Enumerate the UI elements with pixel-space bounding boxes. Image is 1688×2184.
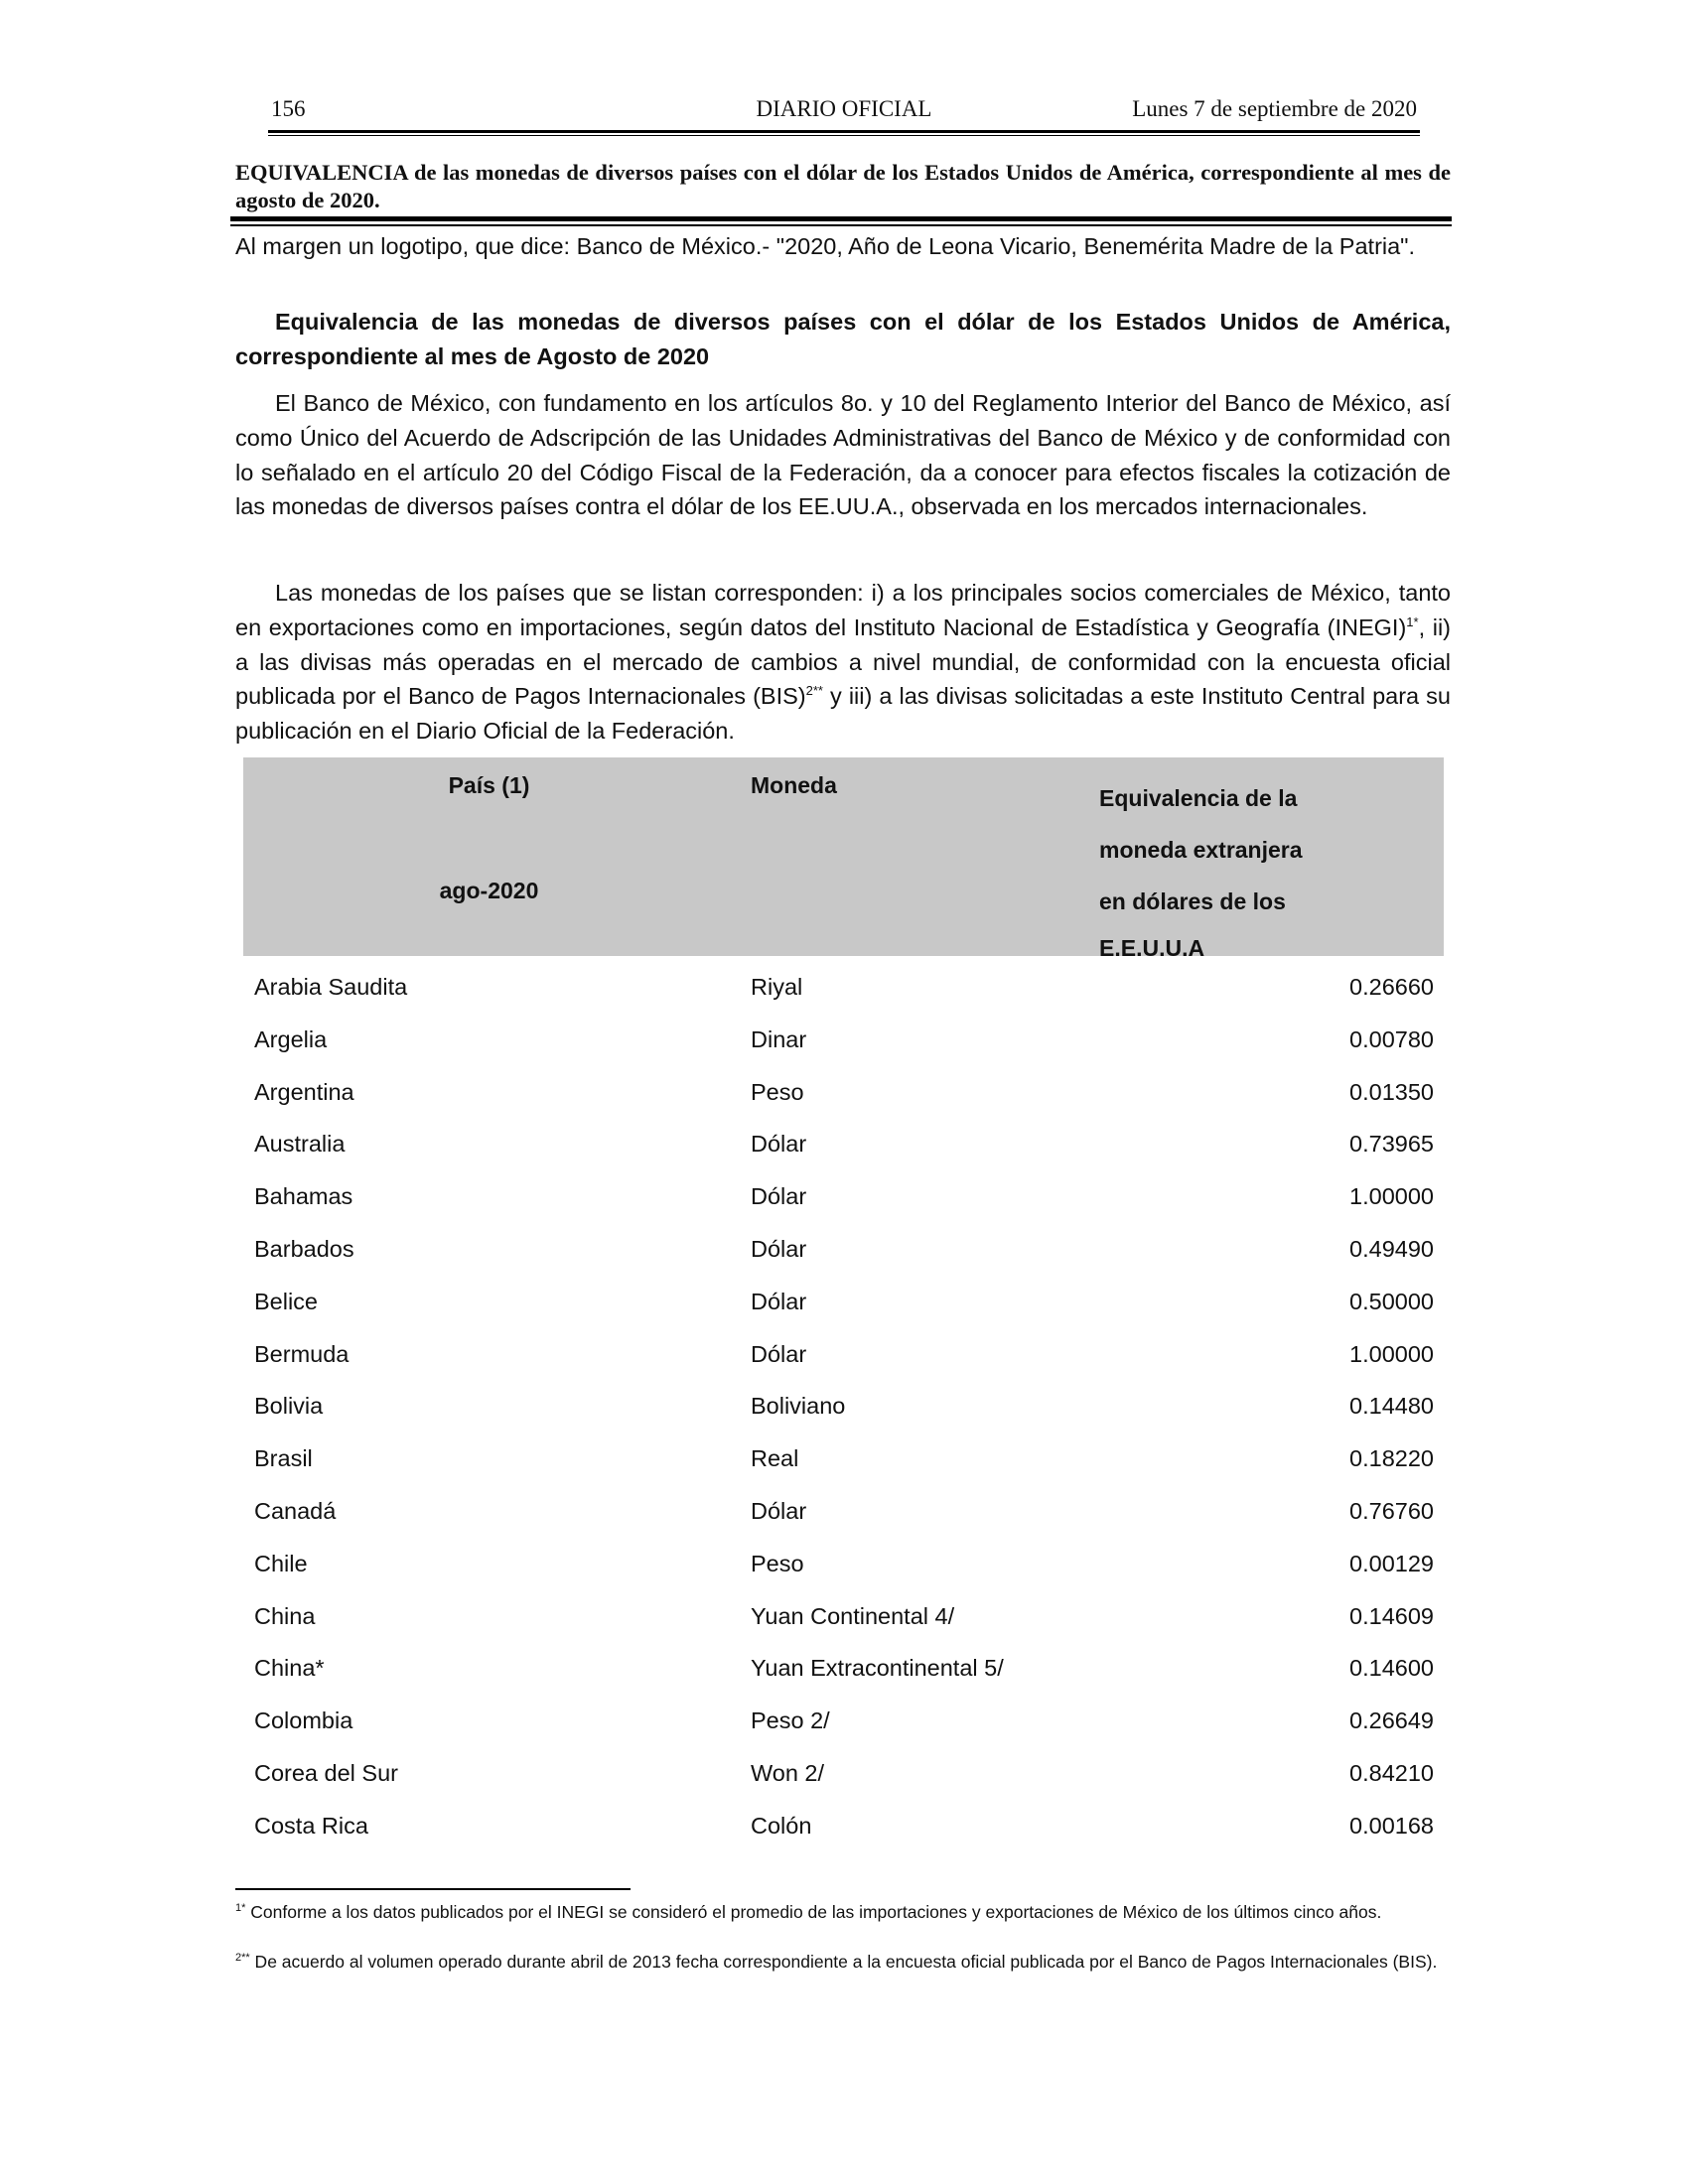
currency-cell: Boliviano (751, 1393, 846, 1420)
table-row (243, 1750, 1444, 1803)
table-row (243, 1226, 1444, 1279)
currency-cell: Yuan Extracontinental 5/ (751, 1655, 1004, 1682)
table-row (243, 1173, 1444, 1226)
currency-cell: Won 2/ (751, 1759, 825, 1786)
currency-cell: Riyal (751, 974, 803, 1000)
currency-cell: Peso (751, 1550, 804, 1576)
equivalence-value-cell: 0.18220 (1349, 1445, 1434, 1472)
country-cell: Bolivia (254, 1393, 324, 1420)
title-rule (230, 216, 1452, 221)
equivalence-value-cell: 0.14609 (1349, 1602, 1434, 1629)
paragraph-text: y iii) a las divisas solicitadas a este Instituto Central para su publicación en el Diario Oficial de la Federación. (235, 683, 1451, 745)
country-cell: Australia (254, 1131, 346, 1158)
country-cell: Costa Rica (254, 1812, 368, 1839)
currency-cell: Dólar (751, 1235, 807, 1262)
table-body (243, 964, 1444, 1855)
country-cell: Argelia (254, 1025, 328, 1052)
currency-cell: Dinar (751, 1025, 807, 1052)
margin-note: Al margen un logotipo, que dice: Banco de México.- "2020, Año de Leona Vicario, Benemérita Madre de la Patria". (235, 233, 1416, 259)
table-row (243, 1698, 1444, 1750)
table-row (243, 1331, 1444, 1384)
country-cell: Belice (254, 1288, 319, 1314)
equivalence-value-cell: 0.14480 (1349, 1393, 1434, 1420)
equivalence-value-cell: 0.14600 (1349, 1655, 1434, 1682)
footnote-marker: 2** (235, 1952, 250, 1964)
table-row (243, 1593, 1444, 1646)
currency-cell: Dólar (751, 1183, 807, 1210)
country-cell: Corea del Sur (254, 1759, 398, 1786)
paragraph-currency-selection (235, 576, 1451, 749)
country-cell: Brasil (254, 1445, 313, 1472)
footnote-text: De acuerdo al volumen operado durante abril de 2013 fecha correspondiente a la encuesta oficial publicada por el Banco de Pagos Internacionales (BIS). (249, 1952, 1438, 1972)
equivalence-value-cell: 0.49490 (1349, 1235, 1434, 1262)
header-equivalence (1099, 772, 1303, 967)
header-currency: Moneda (751, 772, 837, 798)
country-cell: Argentina (254, 1078, 354, 1105)
table-row (243, 1803, 1444, 1855)
header-equivalence-line: moneda extranjera (1099, 837, 1303, 863)
currency-cell: Dólar (751, 1131, 807, 1158)
header-equivalence-line: Equivalencia de la (1099, 785, 1298, 811)
equivalence-value-cell: 0.00129 (1349, 1550, 1434, 1576)
footnote-1 (235, 1901, 1451, 1924)
currency-cell: Dólar (751, 1340, 807, 1367)
footnote-2 (235, 1951, 1451, 1974)
publication-date: Lunes 7 de septiembre de 2020 (1132, 96, 1417, 121)
equivalence-value-cell: 0.00780 (1349, 1025, 1434, 1052)
currency-cell: Yuan Continental 4/ (751, 1602, 955, 1629)
table-row (243, 1069, 1444, 1122)
paragraph-legal-basis: El Banco de México, con fundamento en los artículos 8o. y 10 del Reglamento Interior del Banco de México, así como Único del Acuerdo de Adscripción de las Unidades Administrativas del Banco de México y de conformidad con lo señalado en el artículo 20 del Código Fiscal de la Federación, da a conocer para efectos fiscales la cotización de las monedas de diversos países contra el dólar de los EE.UU.A., observada en los mercados internacionales. (235, 390, 1451, 520)
equivalence-value-cell: 0.50000 (1349, 1288, 1434, 1314)
equivalence-value-cell: 0.73965 (1349, 1131, 1434, 1158)
country-cell: Colombia (254, 1707, 353, 1734)
title-rule-thin (230, 224, 1452, 226)
running-head (268, 96, 1420, 132)
table-row (243, 1488, 1444, 1541)
equivalence-value-cell: 0.84210 (1349, 1759, 1434, 1786)
table-row (243, 1121, 1444, 1173)
table-row (243, 1383, 1444, 1435)
currency-cell: Dólar (751, 1497, 807, 1524)
country-cell: China (254, 1602, 316, 1629)
country-cell: Chile (254, 1550, 308, 1576)
header-country: País (1) (448, 772, 530, 798)
table-row (243, 1541, 1444, 1593)
country-cell: Barbados (254, 1235, 354, 1262)
exchange-rate-table (243, 757, 1444, 1855)
equivalence-value-cell: 1.00000 (1349, 1340, 1434, 1367)
currency-cell: Dólar (751, 1288, 807, 1314)
currency-cell: Colón (751, 1812, 812, 1839)
equivalence-value-cell: 0.00168 (1349, 1812, 1434, 1839)
equivalence-value-cell: 0.76760 (1349, 1497, 1434, 1524)
paragraph-text: , ii) a las divisas más operadas en el mercado de cambios a nivel mundial, de conformidad con la encuesta oficial publicada por el Banco de Pagos Internacionales (BIS) (235, 614, 1452, 710)
equivalence-value-cell: 0.26660 (1349, 974, 1434, 1000)
equivalence-value-cell: 0.26649 (1349, 1707, 1434, 1734)
country-cell: Arabia Saudita (254, 974, 408, 1000)
table-row (243, 1435, 1444, 1488)
equivalence-value-cell: 0.01350 (1349, 1078, 1434, 1105)
footnote-ref: 2** (805, 683, 823, 699)
footnote-marker: 1* (235, 1902, 246, 1914)
country-cell: Bermuda (254, 1340, 350, 1367)
header-equivalence-line: E.E.U.U.A (1099, 935, 1205, 961)
currency-cell: Real (751, 1445, 799, 1472)
document-title: EQUIVALENCIA de las monedas de diversos países con el dólar de los Estados Unidos de América, correspondiente al mes de agosto de 2020. (235, 160, 1451, 212)
footnote-rule (235, 1888, 631, 1890)
header-period: ago-2020 (439, 878, 539, 903)
currency-cell: Peso (751, 1078, 804, 1105)
equivalence-value-cell: 1.00000 (1349, 1183, 1434, 1210)
country-cell: China* (254, 1655, 325, 1682)
paragraph-text: Las monedas de los países que se listan corresponden: i) a los principales socios comerciales de México, tanto en exportaciones como en importaciones, según datos del Instituto Nacional de Estadística y Geografía (INEGI) (235, 580, 1451, 640)
header-rule-thin (268, 135, 1420, 136)
footnote-ref: 1* (1406, 614, 1419, 629)
country-cell: Bahamas (254, 1183, 353, 1210)
table-header (243, 757, 1444, 961)
footnote-text: Conforme a los datos publicados por el INEGI se consideró el promedio de las importaciones y exportaciones de México de los últimos cinco años. (245, 1902, 1382, 1922)
table-row (243, 1017, 1444, 1069)
table-row (243, 1645, 1444, 1698)
table-row (243, 964, 1444, 1017)
header-equivalence-line: en dólares de los (1099, 888, 1286, 914)
subheading: Equivalencia de las monedas de diversos países con el dólar de los Estados Unidos de América, correspondiente al mes de Agosto de 2020 (235, 309, 1451, 369)
table-row (243, 1279, 1444, 1331)
currency-cell: Peso 2/ (751, 1707, 830, 1734)
journal-name: DIARIO OFICIAL (756, 96, 932, 121)
country-cell: Canadá (254, 1497, 337, 1524)
header-rule (268, 130, 1420, 133)
page-number: 156 (271, 96, 306, 121)
